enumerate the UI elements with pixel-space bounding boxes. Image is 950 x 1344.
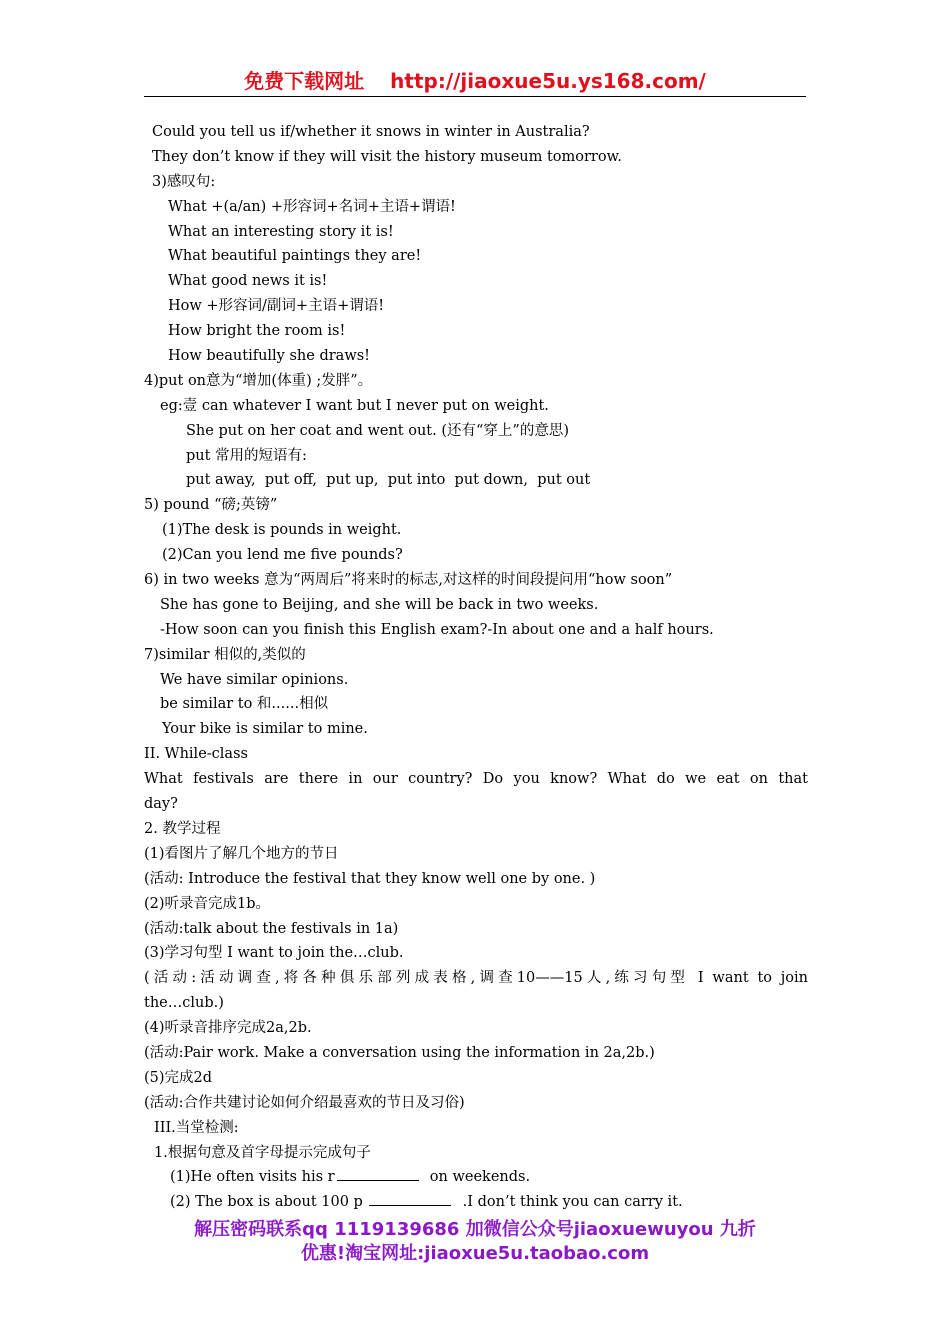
footer-line: 解压密码联系qq 1119139686 加微信公众号jiaoxuewuyou 九折: [194, 1219, 756, 1240]
exercise-prefix: (2) The box is about 100 p: [170, 1194, 368, 1211]
text-line: (活动:活动调查,将各种俱乐部列成表格,调查10——15人,练习句型 I want to join: [144, 970, 808, 987]
text-line: be similar to 和......相似: [160, 696, 329, 713]
text-line: put 常用的短语有:: [186, 447, 307, 464]
text-line: put away, put off, put up, put into put down, put out: [186, 472, 591, 489]
text-line: She has gone to Beijing, and she will be back in two weeks.: [160, 596, 599, 613]
header-url[interactable]: http://jiaoxue5u.ys168.com/: [390, 69, 706, 93]
section-heading: 7)similar 相似的,类似的: [144, 646, 306, 663]
text-line: (4)听录音排序完成2a,2b.: [144, 1020, 312, 1037]
section-heading: 2. 教学过程: [144, 820, 221, 837]
text-line: 1.根据句意及首字母提示完成句子: [154, 1144, 371, 1161]
text-line: How bright the room is!: [168, 323, 346, 340]
text-line: How +形容词/副词+主语+谓语!: [168, 298, 385, 315]
text-line: (活动:合作共建讨论如何介绍最喜欢的节日及习俗): [144, 1094, 465, 1111]
text-line: What festivals are there in our country? Do you know? What do we eat on that: [144, 771, 808, 788]
section-heading: III.当堂检测:: [154, 1119, 239, 1136]
text-line: What an interesting story it is!: [168, 223, 394, 240]
section-heading: 6) in two weeks 意为“两周后”将来时的标志,对这样的时间段提问用“how soon”: [144, 572, 673, 589]
section-heading: II. While-class: [144, 746, 248, 763]
answer-blank: [369, 1191, 451, 1206]
text-line: Could you tell us if/whether it snows in winter in Australia?: [152, 124, 590, 140]
exercise-line: [144, 1190, 808, 1215]
text-line: eg:壹 can whatever I want but I never put on weight.: [160, 397, 549, 414]
exercise-suffix: .I don’t think you can carry it.: [453, 1194, 683, 1211]
text-line: (2)Can you lend me five pounds?: [162, 547, 403, 564]
header-title: 免费下载网址: [244, 69, 365, 93]
text-line: (活动:Pair work. Make a conversation using the information in 2a,2b.): [144, 1044, 655, 1061]
text-line: What good news it is!: [168, 273, 328, 290]
text-line: (活动:talk about the festivals in 1a): [144, 920, 399, 937]
exercise-line: [144, 1165, 808, 1190]
page-header: [144, 66, 806, 97]
section-heading: 3)感叹句:: [152, 173, 216, 190]
text-line: They don’t know if they will visit the history museum tomorrow.: [152, 148, 622, 165]
text-line: -How soon can you finish this English exam?-In about one and a half hours.: [160, 621, 714, 638]
text-line: day?: [144, 796, 178, 813]
text-line: (1)看图片了解几个地方的节日: [144, 845, 339, 862]
text-line: What +(a/an) +形容词+名词+主语+谓语!: [168, 198, 456, 215]
text-line: Your bike is similar to mine.: [162, 721, 368, 738]
section-heading: 4)put on意为“增加(体重) ;发胖”。: [144, 372, 373, 389]
answer-blank: [337, 1166, 419, 1181]
exercise-prefix: (1)He often visits his r: [170, 1169, 335, 1186]
text-line: (5)完成2d: [144, 1069, 213, 1086]
text-line: (活动: Introduce the festival that they know well one by one. ): [144, 870, 596, 887]
text-line: She put on her coat and went out. (还有“穿上”的意思): [186, 422, 569, 439]
text-line: (2)听录音完成1b。: [144, 895, 271, 912]
text-line: (3)学习句型 I want to join the…club.: [144, 945, 404, 962]
text-line: the…club.): [144, 995, 224, 1012]
text-line: What beautiful paintings they are!: [168, 248, 422, 265]
text-line: (1)The desk is pounds in weight.: [162, 522, 402, 539]
footer-line: 优惠!淘宝网址:jiaoxue5u.taobao.com: [300, 1243, 650, 1264]
document-body: [144, 120, 808, 1215]
section-heading: 5) pound “磅;英镑”: [144, 497, 278, 514]
page-footer: [144, 1218, 806, 1266]
exercise-suffix: on weekends.: [420, 1169, 531, 1186]
text-line: We have similar opinions.: [160, 671, 349, 688]
text-line: How beautifully she draws!: [168, 348, 370, 365]
